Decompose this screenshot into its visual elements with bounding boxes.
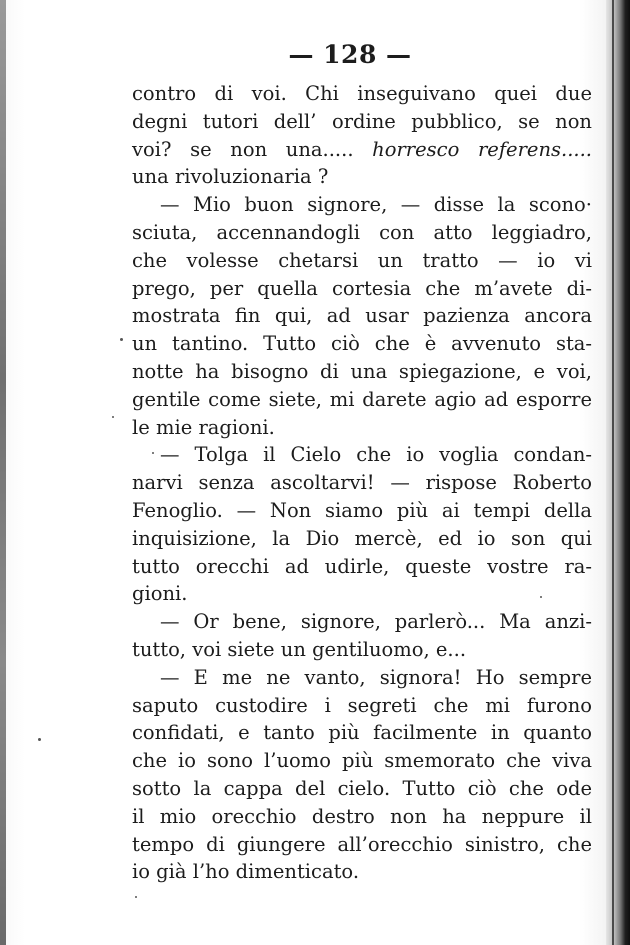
text-line: gioni. — [132, 582, 188, 606]
print-speck — [38, 738, 41, 741]
text-line: mostrata fin qui, ad usar pazienza ancora — [132, 304, 592, 328]
text-line: tempo di giungere all’orecchio sinistro, che — [132, 832, 592, 856]
text-line: saputo custodire i segreti che mi furono — [132, 693, 592, 717]
text-line: notte ha bisogno di una spiegazione, e voi, — [132, 359, 592, 383]
print-speck — [112, 416, 114, 418]
text-line: gentile come siete, mi darete agio ad esporre — [132, 387, 592, 411]
text-line: una rivoluzionaria ? — [132, 165, 329, 189]
text-line: inquisizione, la Dio mercè, ed io son qui — [132, 526, 592, 550]
page-left-edge — [0, 0, 6, 945]
text-line: tutto orecchi ad udirle, queste vostre ra- — [132, 554, 592, 578]
text-line: — Or bene, signore, parlerò... Ma anzi- — [160, 610, 592, 634]
text-line: — Tolga il Cielo che io voglia condan- — [160, 443, 592, 467]
text-line — [132, 136, 592, 164]
text-line: che io sono l’uomo più smemorato che viva — [132, 749, 592, 773]
book-binding-shadow — [606, 0, 630, 945]
print-speck — [120, 338, 123, 341]
text-line: tutto, voi siete un gentiluomo, e... — [132, 637, 467, 661]
text-line: sotto la cappa del cielo. Tutto ciò che ode — [132, 776, 592, 800]
text-line: io già l’ho dimenticato. — [132, 860, 360, 884]
text-line: un tantino. Tutto ciò che è avvenuto sta- — [132, 332, 592, 356]
text-line: Fenoglio. — Non siamo più ai tempi della — [132, 498, 592, 522]
text-line: degni tutori dell’ ordine pubblico, se non — [132, 109, 592, 133]
print-speck — [540, 596, 542, 598]
print-speck — [152, 452, 154, 454]
text-line-part: voi? se non una..... — [132, 137, 373, 161]
text-line: — E me ne vanto, signora! Ho sempre — [160, 665, 592, 689]
latin-quote: horresco referens..... — [372, 137, 593, 161]
body-text — [132, 80, 592, 886]
page-number: — 128 — — [288, 40, 412, 69]
text-line: contro di voi. Chi inseguivano quei due — [132, 82, 592, 105]
text-line: il mio orecchio destro non ha neppure il — [132, 804, 592, 828]
text-line: — Mio buon signore, — disse la scono· — [160, 193, 592, 217]
text-line: confidati, e tanto più facilmente in quanto — [132, 721, 592, 745]
text-line: prego, per quella cortesia che m’avete di- — [132, 276, 592, 300]
book-binding-line — [612, 0, 614, 945]
text-line: le mie ragioni. — [132, 415, 275, 439]
text-line: sciuta, accennandogli con atto leggiadro, — [132, 220, 592, 244]
text-line: che volesse chetarsi un tratto — io vi — [132, 248, 592, 272]
text-line: narvi senza ascoltarvi! — rispose Roberto — [132, 471, 592, 495]
print-speck — [135, 896, 137, 898]
